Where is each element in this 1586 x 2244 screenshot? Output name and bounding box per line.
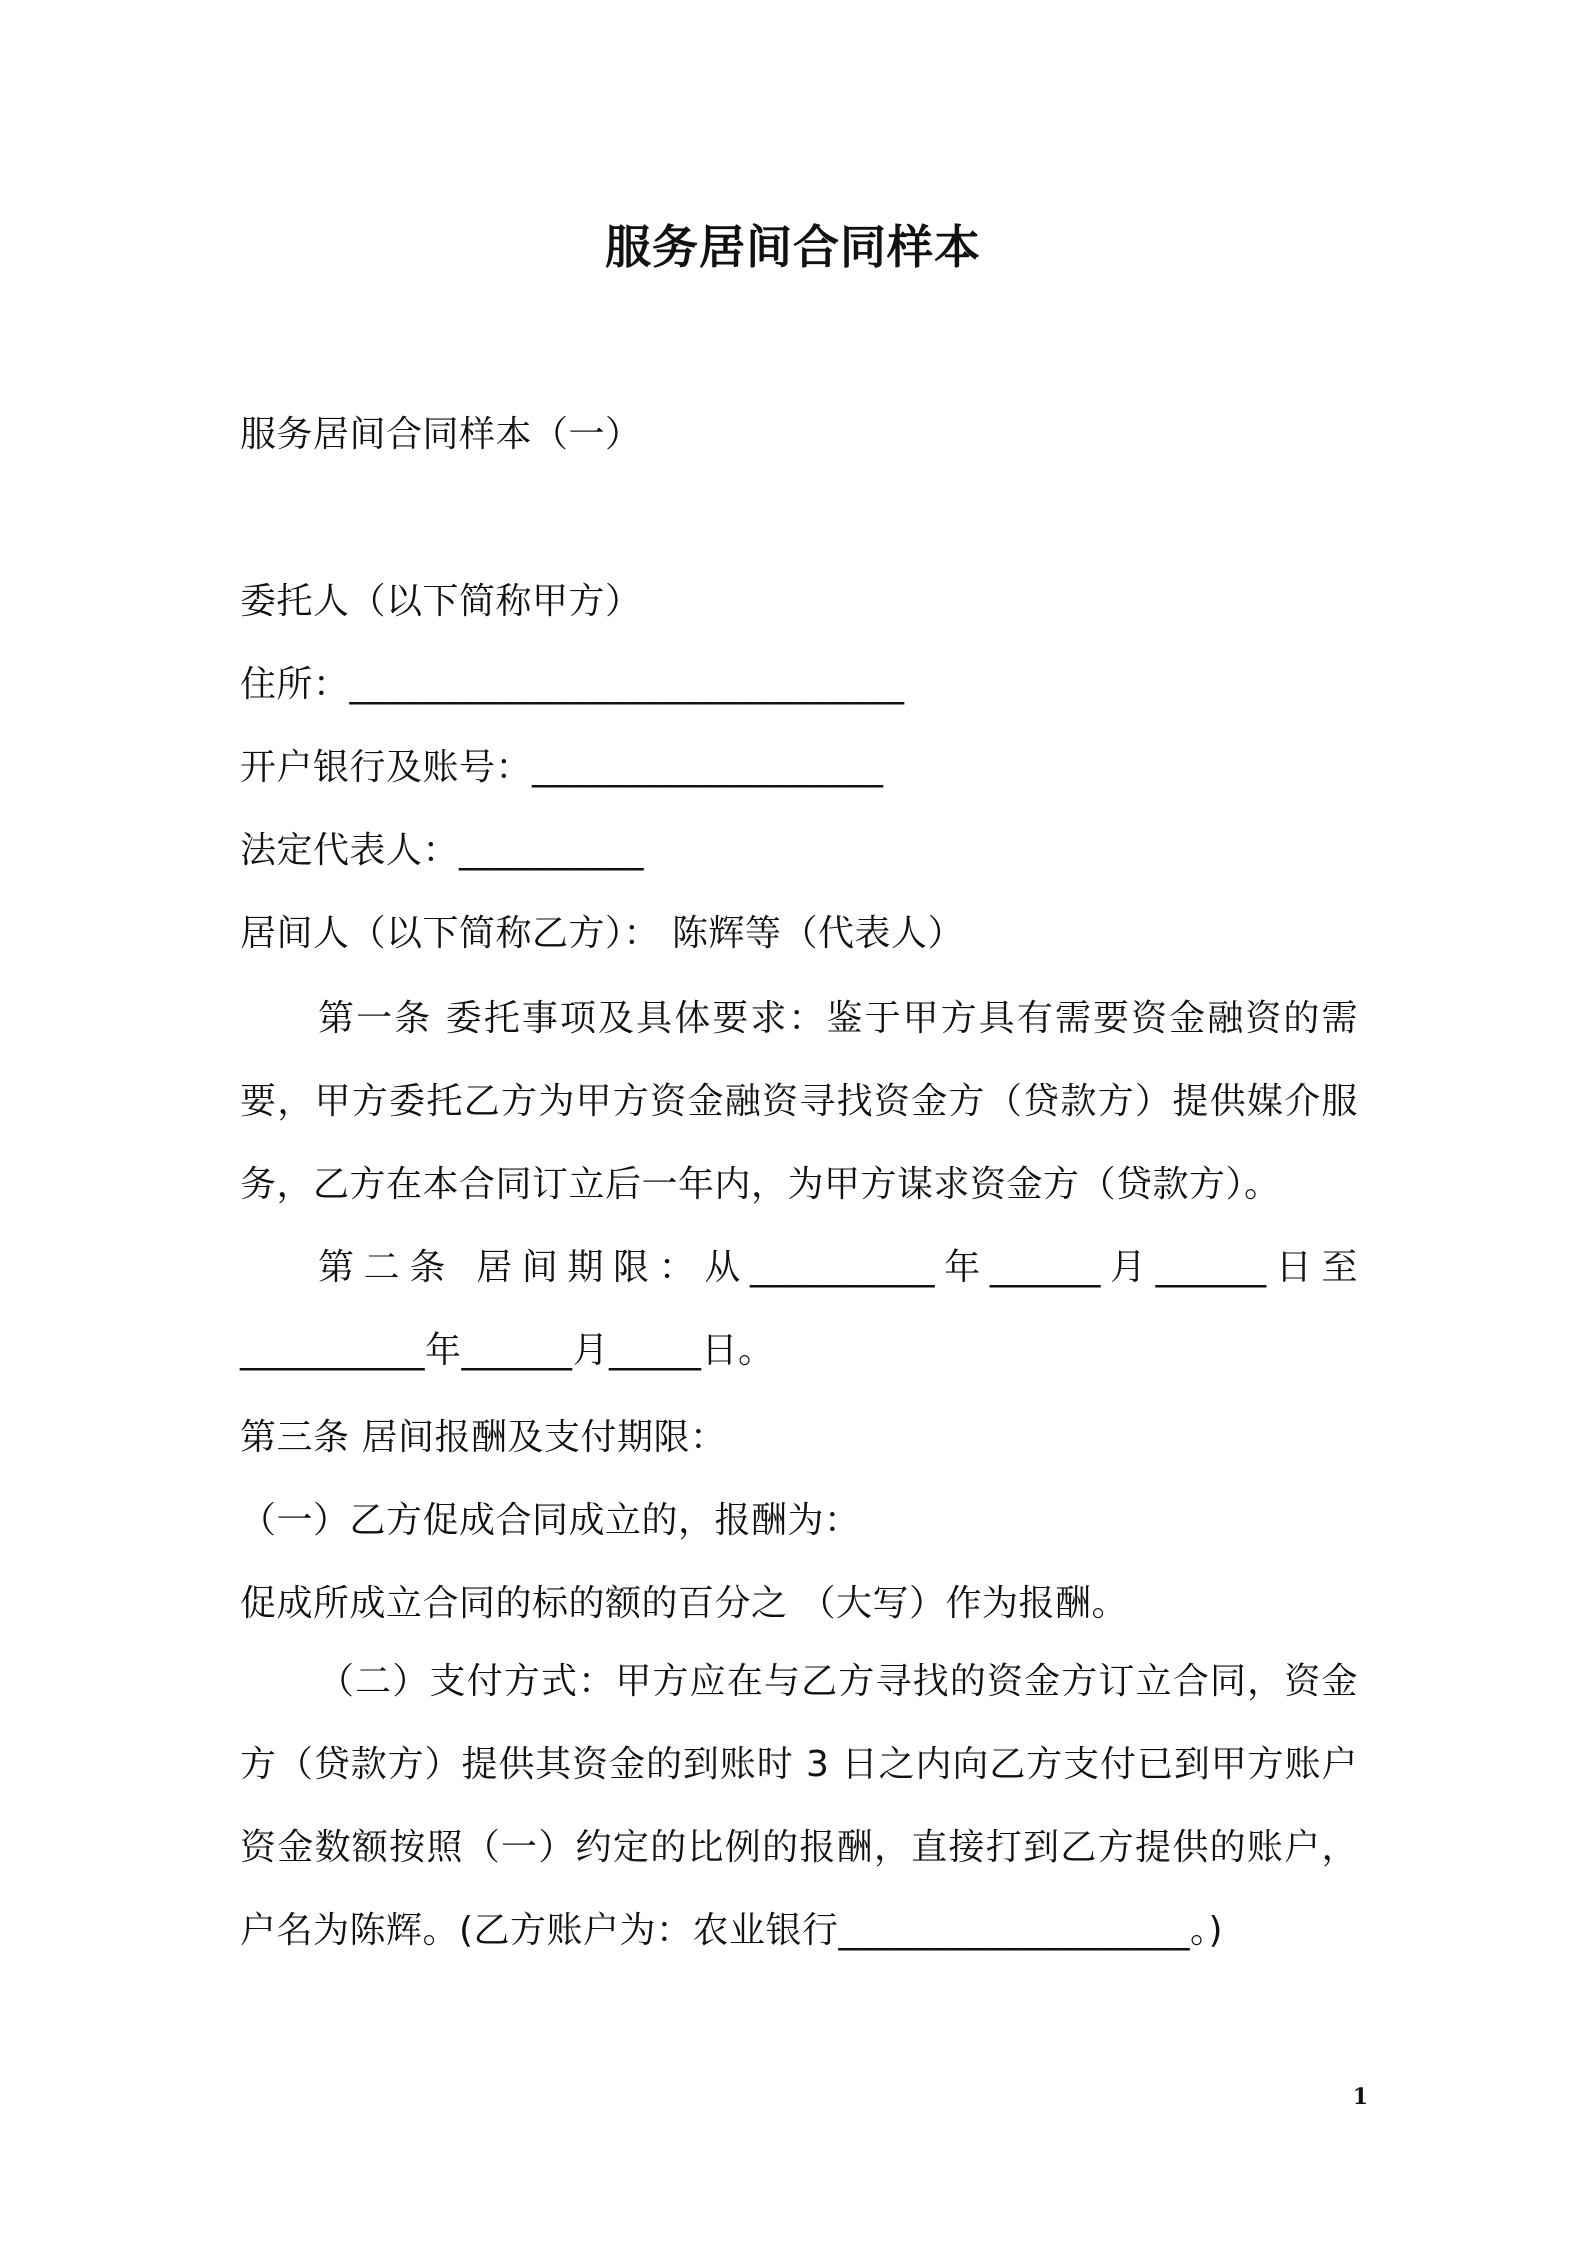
article-1-paragraph: 第一条 委托事项及具体要求：鉴于甲方具有需要资金融资的需要，甲方委托乙方为甲方资金融资寻找资金方（贷款方）提供媒介服务，乙方在本合同订立后一年内，为甲方谋求资金方（贷款方）。 [240,998,1358,1205]
legal-representative-line: 法定代表人：__________ [240,830,645,871]
page-number: 1 [1352,2084,1368,2110]
document-title: 服务居间合同样本 [605,220,981,274]
address-line: 住所：______________________________ [240,664,905,705]
party-a-heading: 委托人（以下简称甲方） [240,581,642,622]
document-subtitle: 服务居间合同样本（一） [240,414,642,455]
clause-1-detail-line: 促成所成立合同的标的额的百分之 （大写）作为报酬。 [240,1583,1128,1624]
clause-1-line: （一）乙方促成合同成立的，报酬为： [240,1500,861,1541]
article-2-paragraph: 第二条 居间期限：从__________年______月______日至__________年______月_____日。 [240,1247,1358,1371]
bank-account-line: 开户银行及账号：___________________ [240,747,884,788]
clause-2-paragraph: （二）支付方式：甲方应在与乙方寻找的资金方订立合同，资金方（贷款方）提供其资金的到账时 3 日之内向乙方支付已到甲方账户资金数额按照（一）约定的比例的报酬，直接打到乙方提供的账户，户名为陈辉。(乙方账户为：农业银行___________________。) [240,1661,1358,1951]
article-3-heading: 第三条 居间报酬及支付期限： [240,1417,727,1458]
party-b-line: 居间人（以下简称乙方）： 陈辉等（代表人） [240,913,964,954]
